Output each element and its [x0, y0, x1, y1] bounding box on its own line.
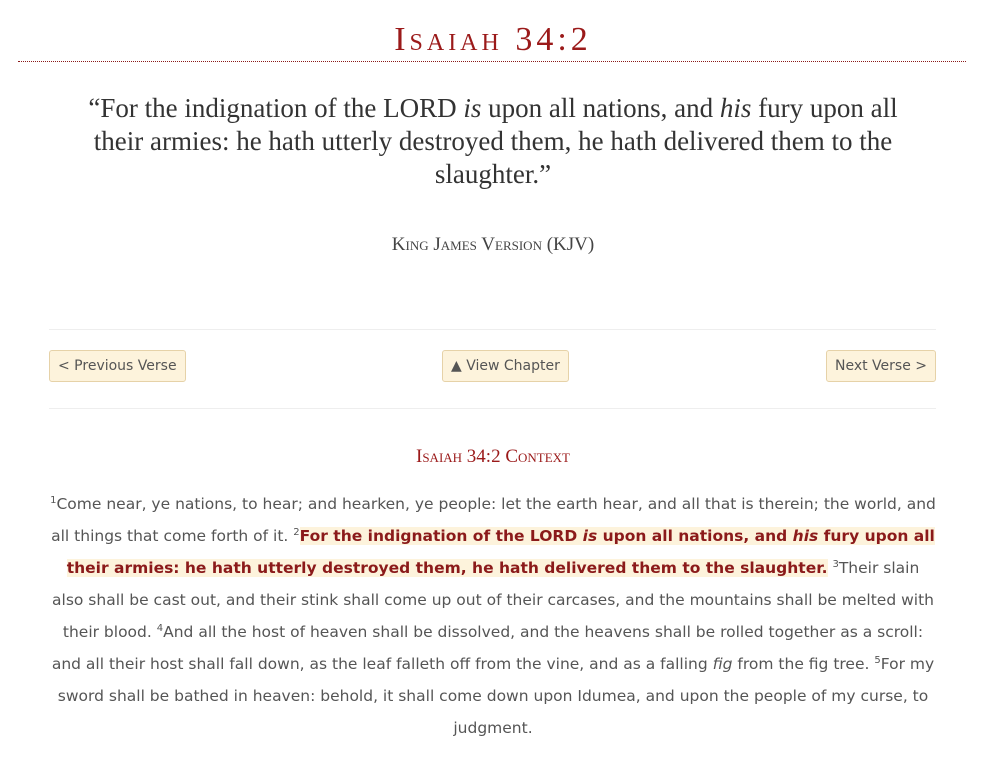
- page-title: Isaiah 34:2: [394, 21, 592, 58]
- view-chapter-button[interactable]: ▲ View Chapter: [442, 350, 569, 382]
- verse-4-italic-word: fig: [712, 655, 733, 673]
- next-verse-button[interactable]: Next Verse >: [826, 350, 936, 382]
- verse-number: 5: [874, 654, 881, 666]
- verse-3-text: Their slain also shall be cast out, and their stink shall come up out of their carcases, and the mountains shall be melted with their blood.: [52, 559, 934, 641]
- verse-number: 4: [156, 622, 164, 634]
- verse-number: 1: [50, 494, 57, 506]
- highlighted-italic-word: his: [792, 527, 819, 545]
- verse-quote: [80, 92, 906, 191]
- open-quote: “: [88, 93, 101, 123]
- version-label: King James Version (KJV): [391, 234, 595, 255]
- title-divider: [18, 61, 966, 62]
- verse-number: 2: [293, 526, 300, 538]
- highlighted-italic-word: is: [582, 527, 598, 545]
- verse-italic-word: is: [463, 93, 482, 123]
- nav-divider-top: [49, 329, 936, 330]
- verse-5-text: For my sword shall be bathed in heaven: behold, it shall come down upon Idumea, and upon the people of my curse, to judgment.: [57, 655, 935, 737]
- previous-verse-button[interactable]: < Previous Verse: [49, 350, 186, 382]
- verse-text-part: upon all nations, and: [481, 93, 720, 123]
- close-quote: ”: [539, 159, 552, 189]
- verse-text-part: fury upon all their armies: he hath utterly destroyed them, he hath delivered them to the slaughter.: [93, 93, 898, 189]
- highlighted-verse-part: fury upon all their armies: he hath utterly destroyed them, he hath delivered them to the slaughter.: [66, 527, 935, 577]
- highlighted-verse-part: For the indignation of the LORD: [299, 527, 583, 545]
- verse-number: 3: [832, 558, 839, 570]
- verse-4-text: And all the host of heaven shall be dissolved, and the heavens shall be rolled together as a scroll: and all their host shall fall down, as the leaf falleth off from the vine, and as a falling: [51, 623, 924, 673]
- verse-italic-word: his: [719, 93, 752, 123]
- highlighted-verse-part: upon all nations, and: [597, 527, 793, 545]
- context-title: Isaiah 34:2 Context: [416, 446, 570, 467]
- nav-divider-bottom: [49, 408, 936, 409]
- context-passage: [50, 488, 936, 744]
- verse-text-part: For the indignation of the LORD: [100, 93, 464, 123]
- verse-1-text: Come near, ye nations, to hear; and hearken, ye people: let the earth hear, and all that is therein; the world, and all things that come forth of it.: [51, 495, 936, 545]
- verse-4-text: from the fig tree.: [732, 655, 875, 673]
